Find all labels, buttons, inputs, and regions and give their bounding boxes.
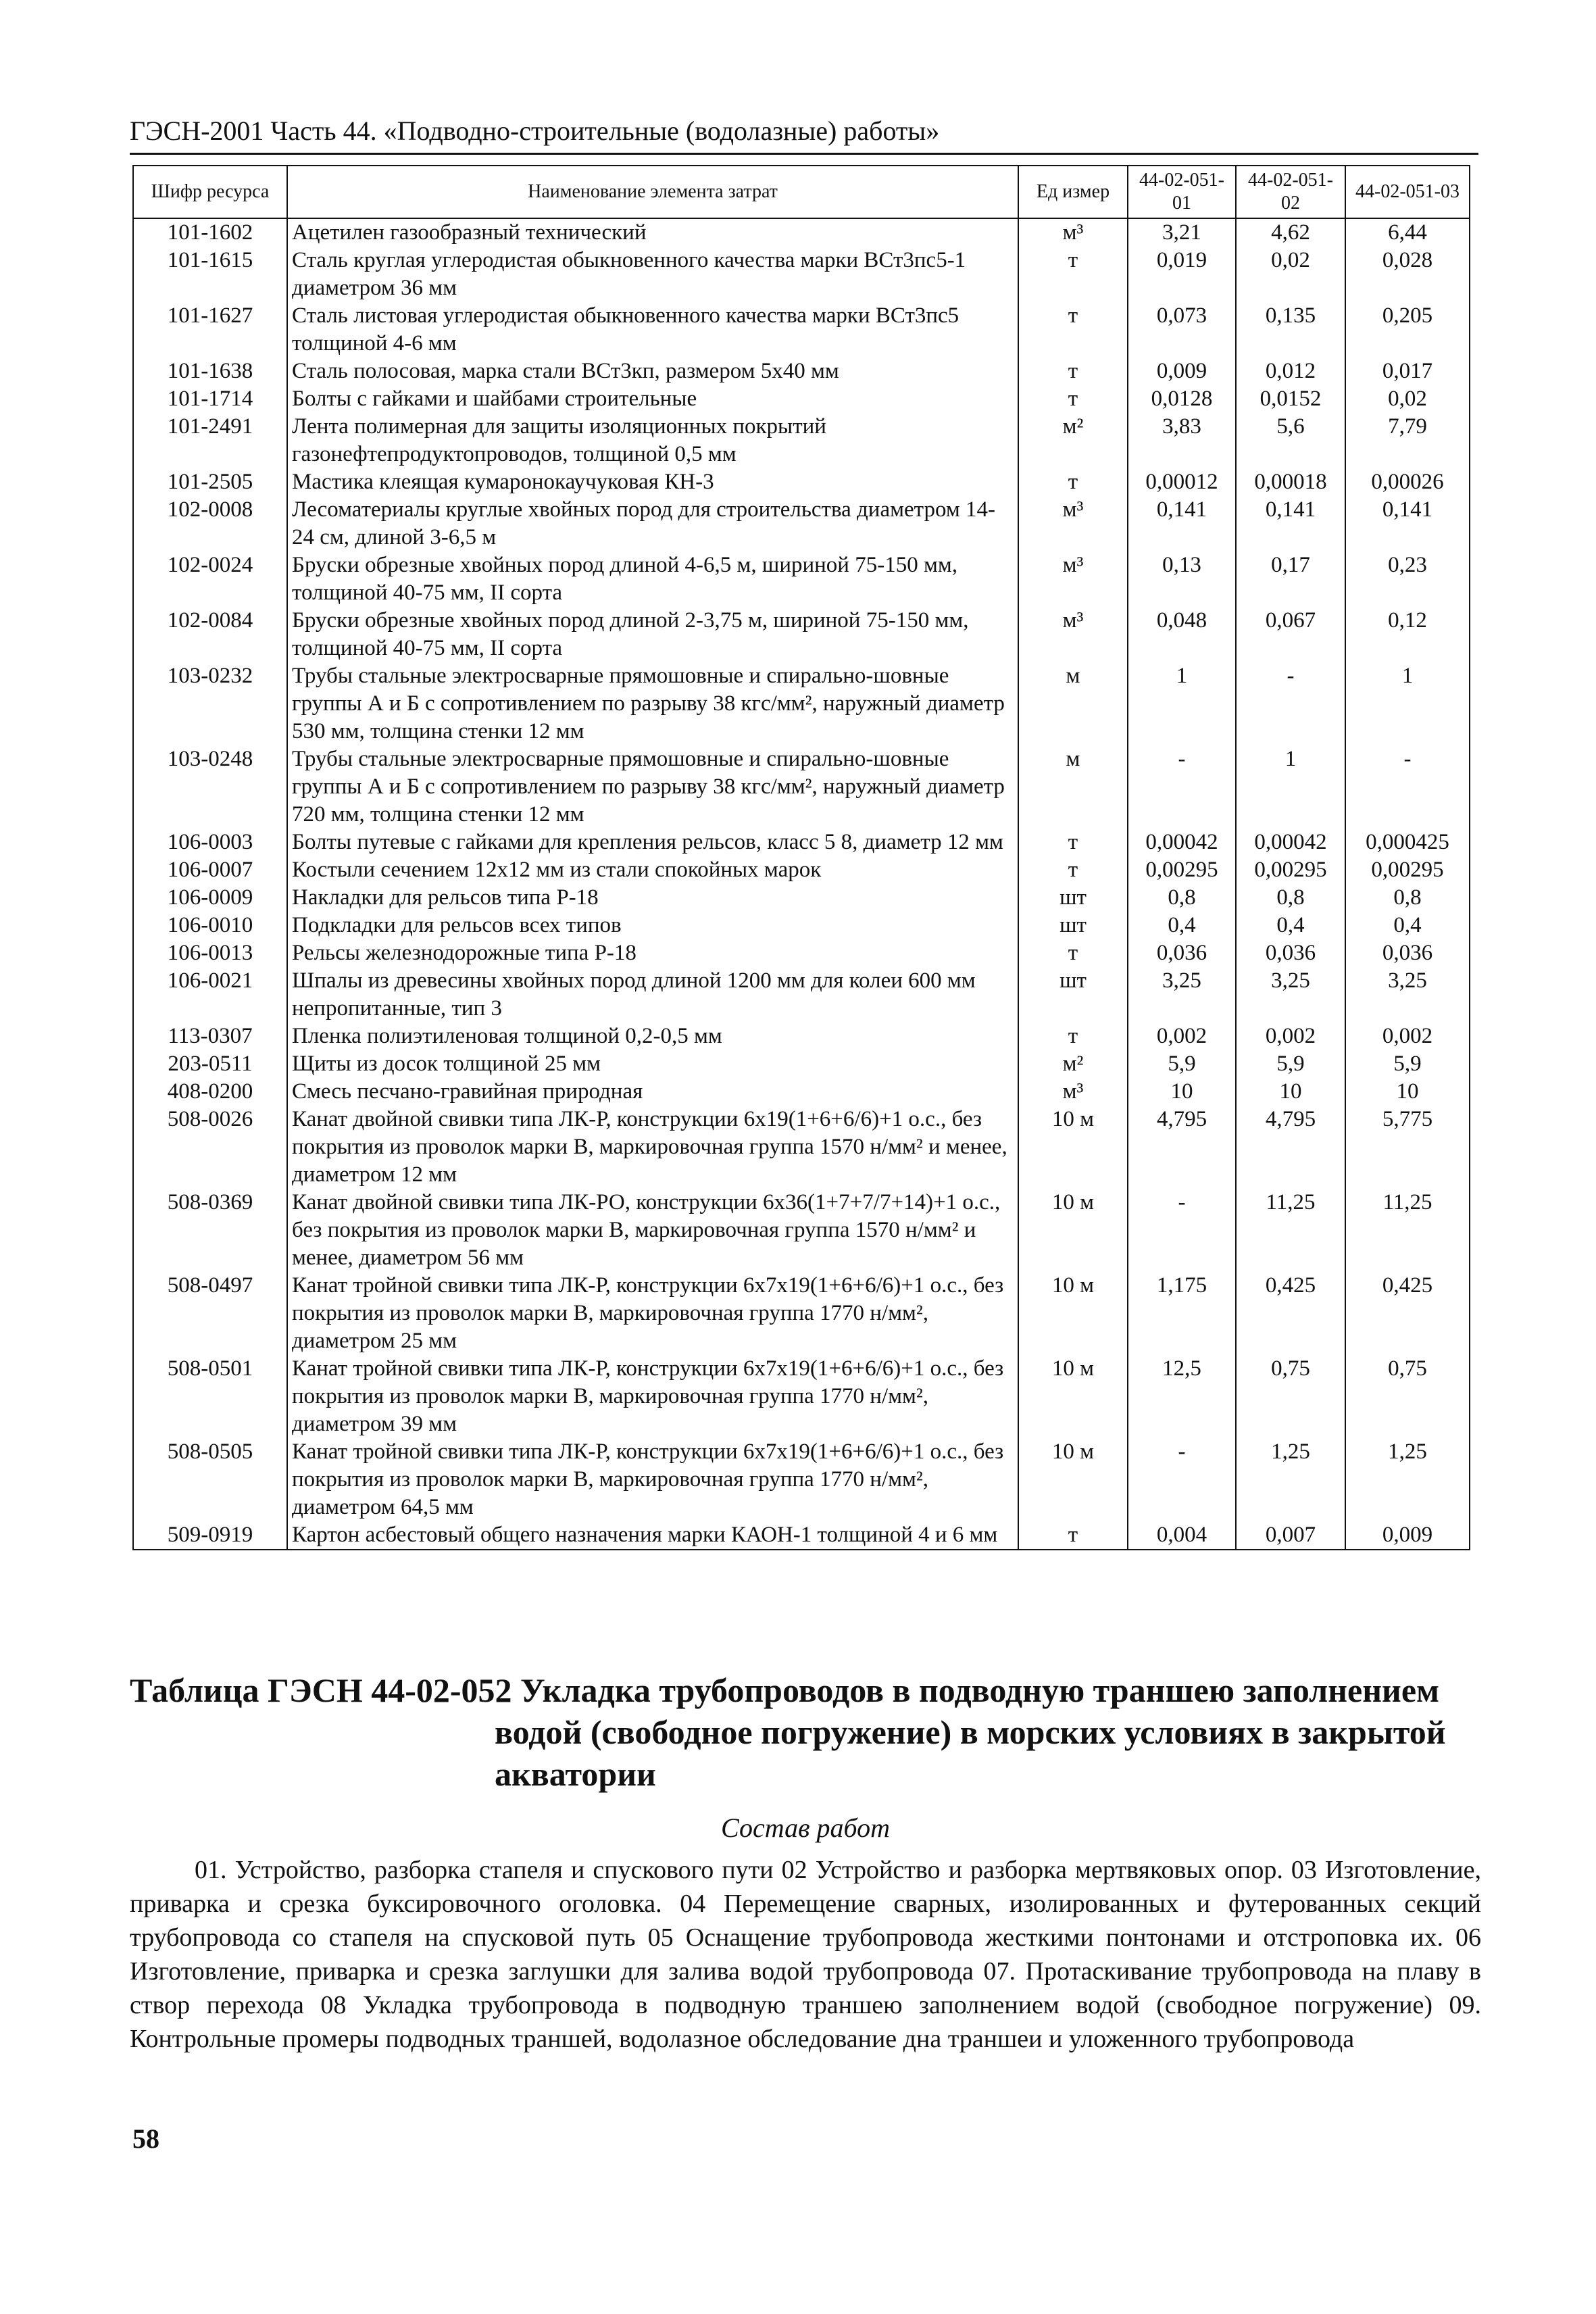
row-value-1: 0,00012 xyxy=(1128,468,1236,496)
row-code: 106-0010 xyxy=(133,912,287,939)
header-col3: 44-02-051-03 xyxy=(1345,166,1470,218)
table-row xyxy=(133,607,1470,662)
row-name: Лента полимерная для защиты изоляционных покрытий газонефтепродуктопроводов, толщиной 0,5 мм xyxy=(287,413,1018,468)
table-row xyxy=(133,496,1470,551)
row-value-1: - xyxy=(1128,745,1236,829)
row-code: 102-0084 xyxy=(133,607,287,662)
row-value-2: 0,00295 xyxy=(1236,856,1345,884)
row-value-3: 0,23 xyxy=(1345,551,1470,607)
row-code: 103-0232 xyxy=(133,662,287,745)
row-value-3: 0,205 xyxy=(1345,302,1470,358)
row-value-3: - xyxy=(1345,745,1470,829)
row-code: 101-1615 xyxy=(133,247,287,302)
row-unit: шт xyxy=(1018,967,1128,1023)
row-value-1: 1 xyxy=(1128,662,1236,745)
row-code: 113-0307 xyxy=(133,1023,287,1050)
table-row xyxy=(133,1023,1470,1050)
row-name: Бруски обрезные хвойных пород длиной 4-6,5 м, шириной 75-150 мм, толщиной 40-75 мм, II сорта xyxy=(287,551,1018,607)
row-value-1: 0,13 xyxy=(1128,551,1236,607)
row-unit: 10 м xyxy=(1018,1189,1128,1272)
row-value-2: 3,25 xyxy=(1236,967,1345,1023)
row-name: Смесь песчано-гравийная природная xyxy=(287,1078,1018,1106)
header-unit: Ед измер xyxy=(1018,166,1128,218)
row-name: Бруски обрезные хвойных пород длиной 2-3,75 м, шириной 75-150 мм, толщиной 40-75 мм, II сорта xyxy=(287,607,1018,662)
row-code: 508-0505 xyxy=(133,1438,287,1521)
row-unit: т xyxy=(1018,385,1128,413)
header-col1: 44-02-051-01 xyxy=(1128,166,1236,218)
row-value-2: 0,002 xyxy=(1236,1023,1345,1050)
row-name: Пленка полиэтиленовая толщиной 0,2-0,5 мм xyxy=(287,1023,1018,1050)
row-value-2: 0,425 xyxy=(1236,1272,1345,1355)
table-row xyxy=(133,939,1470,967)
row-value-3: 1,25 xyxy=(1345,1438,1470,1521)
row-code: 106-0007 xyxy=(133,856,287,884)
row-code: 508-0369 xyxy=(133,1189,287,1272)
row-code: 101-1627 xyxy=(133,302,287,358)
row-name: Ацетилен газообразный технический xyxy=(287,218,1018,247)
row-name: Сталь полосовая, марка стали ВСт3кп, размером 5х40 мм xyxy=(287,358,1018,385)
table-row xyxy=(133,1050,1470,1078)
row-value-3: 0,036 xyxy=(1345,939,1470,967)
row-value-1: 0,036 xyxy=(1128,939,1236,967)
row-value-1: 0,073 xyxy=(1128,302,1236,358)
row-name: Болты путевые с гайками для крепления рельсов, класс 5 8, диаметр 12 мм xyxy=(287,829,1018,856)
row-code: 508-0497 xyxy=(133,1272,287,1355)
row-value-2: - xyxy=(1236,662,1345,745)
row-value-1: 0,141 xyxy=(1128,496,1236,551)
row-value-1: 1,175 xyxy=(1128,1272,1236,1355)
row-unit: м xyxy=(1018,745,1128,829)
row-value-3: 0,4 xyxy=(1345,912,1470,939)
row-code: 106-0013 xyxy=(133,939,287,967)
row-value-2: 0,8 xyxy=(1236,884,1345,912)
row-value-1: 12,5 xyxy=(1128,1355,1236,1438)
row-unit: т xyxy=(1018,247,1128,302)
row-name: Подкладки для рельсов всех типов xyxy=(287,912,1018,939)
row-value-2: 0,067 xyxy=(1236,607,1345,662)
row-value-2: 0,012 xyxy=(1236,358,1345,385)
row-name: Канат двойной свивки типа ЛК-Р, конструкции 6х19(1+6+6/6)+1 о.с., без покрытия из проволок марки В, маркировочная группа 1570 н/мм² и менее, диаметром 12 мм xyxy=(287,1106,1018,1189)
row-value-1: 0,019 xyxy=(1128,247,1236,302)
row-value-3: 10 xyxy=(1345,1078,1470,1106)
row-value-3: 0,028 xyxy=(1345,247,1470,302)
row-code: 103-0248 xyxy=(133,745,287,829)
row-value-2: 0,135 xyxy=(1236,302,1345,358)
row-name: Канат тройной свивки типа ЛК-Р, конструкции 6х7х19(1+6+6/6)+1 о.с., без покрытия из проволок марки В, маркировочная группа 1770 н/мм², диаметром 39 мм xyxy=(287,1355,1018,1438)
table-row xyxy=(133,884,1470,912)
row-value-3: 6,44 xyxy=(1345,218,1470,247)
row-unit: 10 м xyxy=(1018,1355,1128,1438)
table-row xyxy=(133,385,1470,413)
row-unit: м³ xyxy=(1018,496,1128,551)
row-name: Щиты из досок толщиной 25 мм xyxy=(287,1050,1018,1078)
row-value-1: 0,00295 xyxy=(1128,856,1236,884)
row-value-1: 3,83 xyxy=(1128,413,1236,468)
row-value-3: 0,8 xyxy=(1345,884,1470,912)
row-name: Рельсы железнодорожные типа Р-18 xyxy=(287,939,1018,967)
row-value-3: 7,79 xyxy=(1345,413,1470,468)
row-unit: т xyxy=(1018,856,1128,884)
row-value-1: 4,795 xyxy=(1128,1106,1236,1189)
resources-table xyxy=(132,165,1470,1550)
row-value-3: 0,02 xyxy=(1345,385,1470,413)
table-row xyxy=(133,468,1470,496)
table-row xyxy=(133,1521,1470,1550)
row-value-1: 3,25 xyxy=(1128,967,1236,1023)
table-row xyxy=(133,829,1470,856)
row-code: 203-0511 xyxy=(133,1050,287,1078)
row-value-3: 0,425 xyxy=(1345,1272,1470,1355)
page-number: 58 xyxy=(132,2123,159,2154)
row-unit: т xyxy=(1018,829,1128,856)
header-col2: 44-02-051-02 xyxy=(1236,166,1345,218)
row-value-2: 0,4 xyxy=(1236,912,1345,939)
table-row xyxy=(133,912,1470,939)
row-unit: м³ xyxy=(1018,1078,1128,1106)
row-name: Костыли сечением 12х12 мм из стали спокойных марок xyxy=(287,856,1018,884)
row-code: 106-0021 xyxy=(133,967,287,1023)
row-value-2: 0,02 xyxy=(1236,247,1345,302)
row-name: Канат тройной свивки типа ЛК-Р, конструкции 6х7х19(1+6+6/6)+1 о.с., без покрытия из проволок марки В, маркировочная группа 1770 н/мм², диаметром 25 мм xyxy=(287,1272,1018,1355)
row-value-2: 5,9 xyxy=(1236,1050,1345,1078)
row-unit: т xyxy=(1018,939,1128,967)
table-row xyxy=(133,1106,1470,1189)
row-value-2: 5,6 xyxy=(1236,413,1345,468)
table-row xyxy=(133,218,1470,247)
row-value-3: 11,25 xyxy=(1345,1189,1470,1272)
row-code: 106-0003 xyxy=(133,829,287,856)
row-unit: шт xyxy=(1018,912,1128,939)
row-value-1: 0,0128 xyxy=(1128,385,1236,413)
header-code: Шифр ресурса xyxy=(133,166,287,218)
work-description: 01. Устройство, разборка стапеля и спускового пути 02 Устройство и разборка мертвяковых опор. 03 Изготовление, приварка и срезка буксировочного оголовка. 04 Перемещение сварных, изолированных и футерованных секций трубопровода со стапеля на спусковой путь 05 Оснащение трубопровода жесткими понтонами и отстроповка их. 06 Изготовление, приварка и срезка заглушки для залива водой трубопровода 07. Протаскивание трубопровода на плаву в створ перехода 08 Укладка трубопровода в подводную траншею заполнением водой (свободное погружение) 09. Контрольные промеры подводных траншей, водолазное обследование дна траншеи и уложенного трубопровода xyxy=(130,1856,1481,2053)
row-value-3: 0,75 xyxy=(1345,1355,1470,1438)
row-value-1: 0,004 xyxy=(1128,1521,1236,1550)
table-row xyxy=(133,302,1470,358)
header-name: Наименование элемента затрат xyxy=(287,166,1018,218)
row-name: Сталь круглая углеродистая обыкновенного качества марки ВСт3пс5-1 диаметром 36 мм xyxy=(287,247,1018,302)
row-unit: м² xyxy=(1018,413,1128,468)
row-value-3: 3,25 xyxy=(1345,967,1470,1023)
row-unit: м xyxy=(1018,662,1128,745)
row-code: 102-0008 xyxy=(133,496,287,551)
row-unit: м³ xyxy=(1018,218,1128,247)
row-value-2: 0,00042 xyxy=(1236,829,1345,856)
row-value-2: 4,795 xyxy=(1236,1106,1345,1189)
row-value-1: 3,21 xyxy=(1128,218,1236,247)
row-value-2: 0,007 xyxy=(1236,1521,1345,1550)
table-row xyxy=(133,1078,1470,1106)
row-value-3: 0,002 xyxy=(1345,1023,1470,1050)
table-row xyxy=(133,856,1470,884)
row-value-1: 0,8 xyxy=(1128,884,1236,912)
row-unit: 10 м xyxy=(1018,1272,1128,1355)
row-name: Картон асбестовый общего назначения марки КАОН-1 толщиной 4 и 6 мм xyxy=(287,1521,1018,1550)
row-value-2: 1 xyxy=(1236,745,1345,829)
row-value-1: 0,002 xyxy=(1128,1023,1236,1050)
row-value-2: 4,62 xyxy=(1236,218,1345,247)
row-code: 102-0024 xyxy=(133,551,287,607)
table-row xyxy=(133,1272,1470,1355)
row-name: Трубы стальные электросварные прямошовные и спирально-шовные группы А и Б с сопротивлением по разрыву 38 кгс/мм², наружный диаметр 530 мм, толщина стенки 12 мм xyxy=(287,662,1018,745)
row-value-3: 0,000425 xyxy=(1345,829,1470,856)
row-name: Канат двойной свивки типа ЛК-РО, конструкции 6х36(1+7+7/7+14)+1 о.с., без покрытия из проволок марки В, маркировочная группа 1570 н/мм² и менее, диаметром 56 мм xyxy=(287,1189,1018,1272)
row-unit: м³ xyxy=(1018,551,1128,607)
row-name: Трубы стальные электросварные прямошовные и спирально-шовные группы А и Б с сопротивлением по разрыву 38 кгс/мм², наружный диаметр 720 мм, толщина стенки 12 мм xyxy=(287,745,1018,829)
row-value-3: 0,009 xyxy=(1345,1521,1470,1550)
row-name: Накладки для рельсов типа Р-18 xyxy=(287,884,1018,912)
row-code: 408-0200 xyxy=(133,1078,287,1106)
row-unit: т xyxy=(1018,358,1128,385)
row-value-2: 0,17 xyxy=(1236,551,1345,607)
row-value-2: 1,25 xyxy=(1236,1438,1345,1521)
row-code: 101-1638 xyxy=(133,358,287,385)
row-name: Канат тройной свивки типа ЛК-Р, конструкции 6х7х19(1+6+6/6)+1 о.с., без покрытия из проволок марки В, маркировочная группа 1770 н/мм², диаметром 64,5 мм xyxy=(287,1438,1018,1521)
row-code: 508-0501 xyxy=(133,1355,287,1438)
row-code: 508-0026 xyxy=(133,1106,287,1189)
table-caption: Таблица ГЭСН 44-02-052 Укладка трубопроводов в подводную траншею заполнением водой (свободное погружение) в морских условиях в закрытой акватории xyxy=(130,1671,1446,1793)
row-value-1: 0,009 xyxy=(1128,358,1236,385)
row-unit: т xyxy=(1018,468,1128,496)
row-value-1: - xyxy=(1128,1438,1236,1521)
table-row xyxy=(133,247,1470,302)
row-value-3: 5,775 xyxy=(1345,1106,1470,1189)
row-name: Мастика клеящая кумаронокаучуковая КН-3 xyxy=(287,468,1018,496)
row-value-1: 0,00042 xyxy=(1128,829,1236,856)
row-unit: м² xyxy=(1018,1050,1128,1078)
row-value-2: 10 xyxy=(1236,1078,1345,1106)
row-value-2: 0,036 xyxy=(1236,939,1345,967)
row-code: 101-1714 xyxy=(133,385,287,413)
row-value-2: 11,25 xyxy=(1236,1189,1345,1272)
row-unit: т xyxy=(1018,302,1128,358)
row-value-1: 10 xyxy=(1128,1078,1236,1106)
row-value-1: - xyxy=(1128,1189,1236,1272)
table-row xyxy=(133,1189,1470,1272)
row-unit: т xyxy=(1018,1521,1128,1550)
row-value-1: 0,4 xyxy=(1128,912,1236,939)
row-value-1: 5,9 xyxy=(1128,1050,1236,1078)
table-row xyxy=(133,1438,1470,1521)
row-value-1: 0,048 xyxy=(1128,607,1236,662)
row-unit: т xyxy=(1018,1023,1128,1050)
table-row xyxy=(133,745,1470,829)
row-value-3: 0,12 xyxy=(1345,607,1470,662)
row-code: 509-0919 xyxy=(133,1521,287,1550)
row-value-3: 0,141 xyxy=(1345,496,1470,551)
table-row xyxy=(133,413,1470,468)
table-row xyxy=(133,967,1470,1023)
work-title: Состав работ xyxy=(721,1813,890,1843)
running-header: ГЭСН-2001 Часть 44. «Подводно-строительные (водолазные) работы» xyxy=(130,114,1478,155)
row-name: Лесоматериалы круглые хвойных пород для строительства диаметром 14-24 см, длиной 3-6,5 м xyxy=(287,496,1018,551)
table-row xyxy=(133,551,1470,607)
row-code: 101-1602 xyxy=(133,218,287,247)
row-value-2: 0,75 xyxy=(1236,1355,1345,1438)
row-name: Болты с гайками и шайбами строительные xyxy=(287,385,1018,413)
row-name: Шпалы из древесины хвойных пород длиной 1200 мм для колеи 600 мм непропитанные, тип 3 xyxy=(287,967,1018,1023)
row-unit: 10 м xyxy=(1018,1438,1128,1521)
row-value-3: 1 xyxy=(1345,662,1470,745)
table-header-row xyxy=(133,166,1470,218)
row-value-3: 0,017 xyxy=(1345,358,1470,385)
row-unit: шт xyxy=(1018,884,1128,912)
row-value-2: 0,141 xyxy=(1236,496,1345,551)
table-row xyxy=(133,1355,1470,1438)
row-value-2: 0,00018 xyxy=(1236,468,1345,496)
row-unit: м³ xyxy=(1018,607,1128,662)
row-value-3: 0,00026 xyxy=(1345,468,1470,496)
row-name: Сталь листовая углеродистая обыкновенного качества марки ВСт3пс5 толщиной 4-6 мм xyxy=(287,302,1018,358)
row-value-3: 5,9 xyxy=(1345,1050,1470,1078)
row-value-3: 0,00295 xyxy=(1345,856,1470,884)
row-code: 101-2491 xyxy=(133,413,287,468)
row-value-2: 0,0152 xyxy=(1236,385,1345,413)
row-code: 106-0009 xyxy=(133,884,287,912)
row-unit: 10 м xyxy=(1018,1106,1128,1189)
row-code: 101-2505 xyxy=(133,468,287,496)
table-row xyxy=(133,358,1470,385)
table-row xyxy=(133,662,1470,745)
